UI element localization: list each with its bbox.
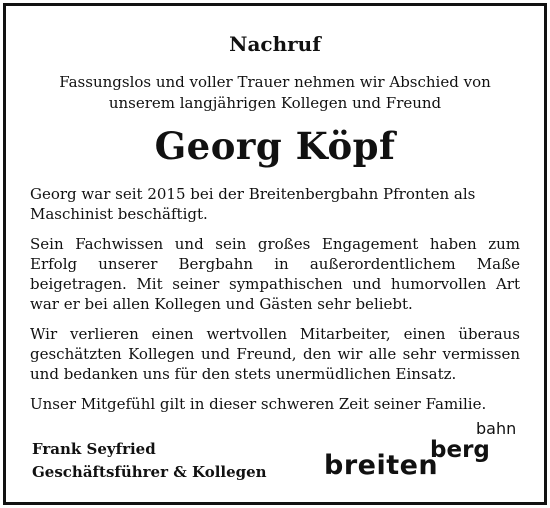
obituary-frame (3, 3, 547, 505)
intro-line: unserem langjährigen Kollegen und Freund (108, 94, 442, 112)
signature-name: Frank Seyfried (32, 440, 156, 458)
breitenbergbahn-logo (324, 418, 534, 488)
signature-block (32, 438, 267, 484)
intro-line: Fassungslos und voller Trauer nehmen wir Abschied von (59, 73, 491, 91)
signature-role: Geschäftsführer & Kollegen (32, 463, 267, 481)
deceased-name: Georg Köpf (154, 124, 396, 168)
body-paragraph: Wir verlieren einen wertvollen Mitarbeiter, einen überaus geschätzten Kollegen und Freund, den wir alle sehr vermissen und bedanken uns für den stets unermüdlichen Einsatz. (30, 325, 520, 383)
logo-word-berg: berg (430, 437, 490, 463)
body-paragraph: Sein Fachwissen und sein großes Engagement haben zum Erfolg unserer Bergbahn in außerordentlichem Maße beigetragen. Mit seiner sympathischen und humorvollen Art war er bei allen Kollegen und Gästen sehr beliebt. (30, 235, 520, 313)
obituary-body (30, 184, 520, 424)
logo-word-breiten: breiten (324, 450, 439, 481)
intro-text (46, 72, 504, 114)
logo-word-bahn: bahn (476, 419, 517, 438)
body-paragraph: Unser Mitgefühl gilt in dieser schweren Zeit seiner Familie. (30, 395, 487, 413)
body-paragraph: Georg war seit 2015 bei der Breitenbergbahn Pfronten als Maschinist beschäftigt. (30, 185, 476, 223)
notice-title: Nachruf (229, 32, 321, 56)
